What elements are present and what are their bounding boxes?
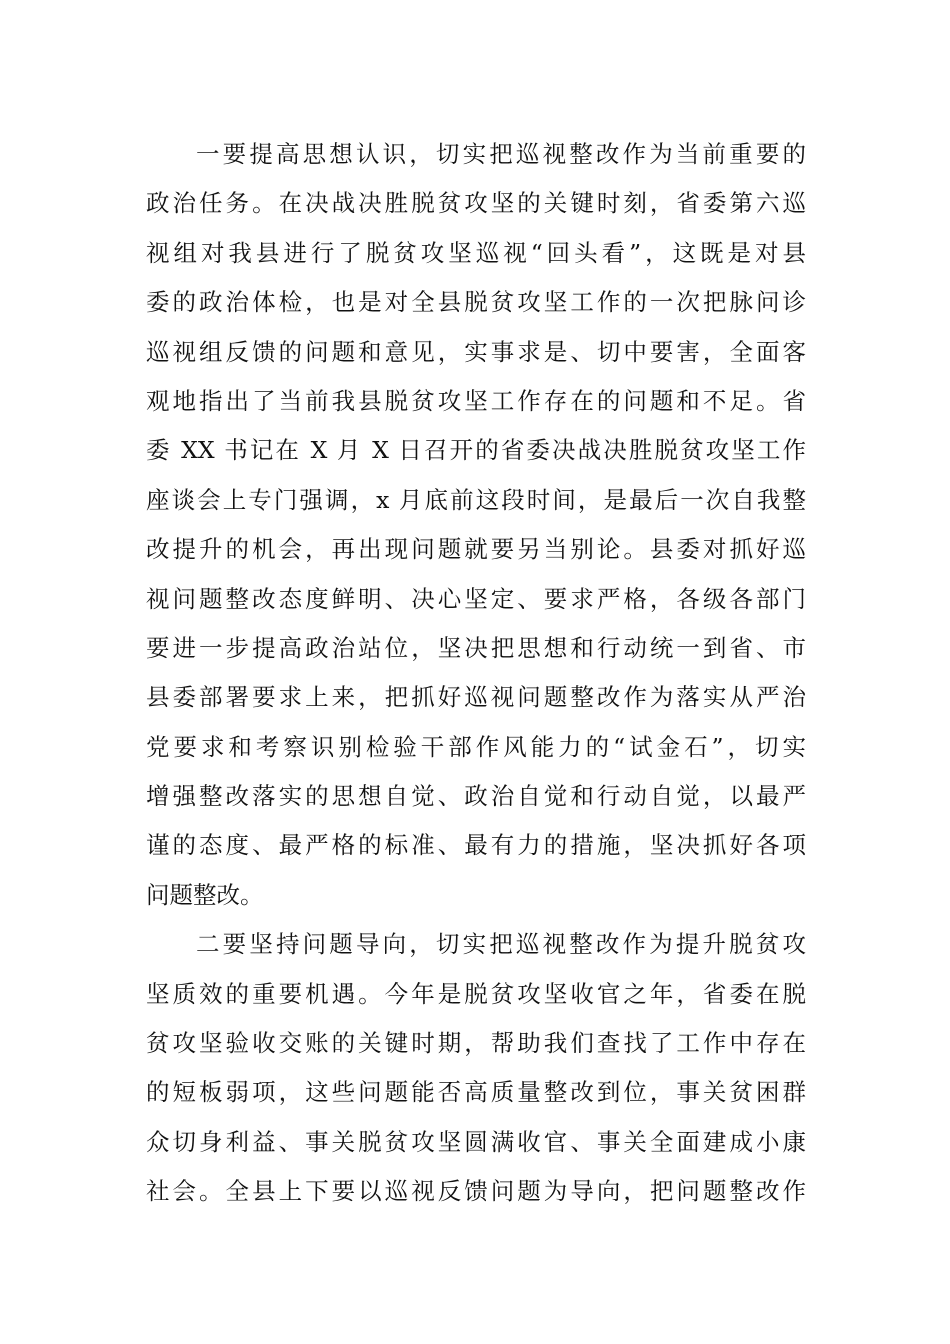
- paragraph-1-line-10: 视问题整改态度鲜明、决心坚定、要求严格，各级各部门: [146, 584, 806, 613]
- paragraph-2-line-2: 坚质效的重要机遇。今年是脱贫攻坚收官之年，省委在脱: [146, 979, 806, 1008]
- paragraph-2-line-5: 众切身利益、事关脱贫攻坚圆满收官、事关全面建成小康: [146, 1127, 806, 1156]
- paragraph-1-line-14: 增强整改落实的思想自觉、政治自觉和行动自觉，以最严: [146, 782, 806, 811]
- paragraph-1-line-16: 问题整改。: [146, 880, 264, 909]
- paragraph-2-line-6: 社会。全县上下要以巡视反馈问题为导向，把问题整改作: [146, 1177, 806, 1206]
- paragraph-1-line-12: 县委部署要求上来，把抓好巡视问题整改作为落实从严治: [146, 683, 806, 712]
- paragraph-2-line-3: 贫攻坚验收交账的关键时期，帮助我们查找了工作中存在: [146, 1029, 806, 1058]
- paragraph-1-line-5: 巡视组反馈的问题和意见，实事求是、切中要害，全面客: [146, 337, 806, 366]
- paragraph-1-line-3: 视组对我县进行了脱贫攻坚巡视“回头看”，这既是对县: [146, 238, 806, 267]
- paragraph-1-line-4: 委的政治体检，也是对全县脱贫攻坚工作的一次把脉问诊: [146, 288, 806, 317]
- paragraph-1-line-8: 座谈会上专门强调，x 月底前这段时间，是最后一次自我整: [146, 485, 806, 514]
- paragraph-1-line-6: 观地指出了当前我县脱贫攻坚工作存在的问题和不足。省: [146, 386, 806, 415]
- paragraph-2-line-4: 的短板弱项，这些问题能否高质量整改到位，事关贫困群: [146, 1078, 806, 1107]
- paragraph-1-line-7: 委 XX 书记在 X 月 X 日召开的省委决战决胜脱贫攻坚工作: [146, 436, 806, 465]
- paragraph-1-line-11: 要进一步提高政治站位，坚决把思想和行动统一到省、市: [146, 633, 806, 662]
- paragraph-1-line-13: 党要求和考察识别检验干部作风能力的“试金石”，切实: [146, 732, 806, 761]
- paragraph-1-line-9: 改提升的机会，再出现问题就要另当别论。县委对抓好巡: [146, 535, 806, 564]
- paragraph-1-line-1: 一要提高思想认识，切实把巡视整改作为当前重要的: [196, 140, 806, 168]
- paragraph-1-line-2: 政治任务。在决战决胜脱贫攻坚的关键时刻，省委第六巡: [146, 189, 806, 218]
- document-body: [146, 130, 806, 1217]
- paragraph-2-line-1: 二要坚持问题导向，切实把巡视整改作为提升脱贫攻: [196, 930, 806, 959]
- paragraph-1-line-15: 谨的态度、最严格的标准、最有力的措施，坚决抓好各项: [146, 831, 806, 860]
